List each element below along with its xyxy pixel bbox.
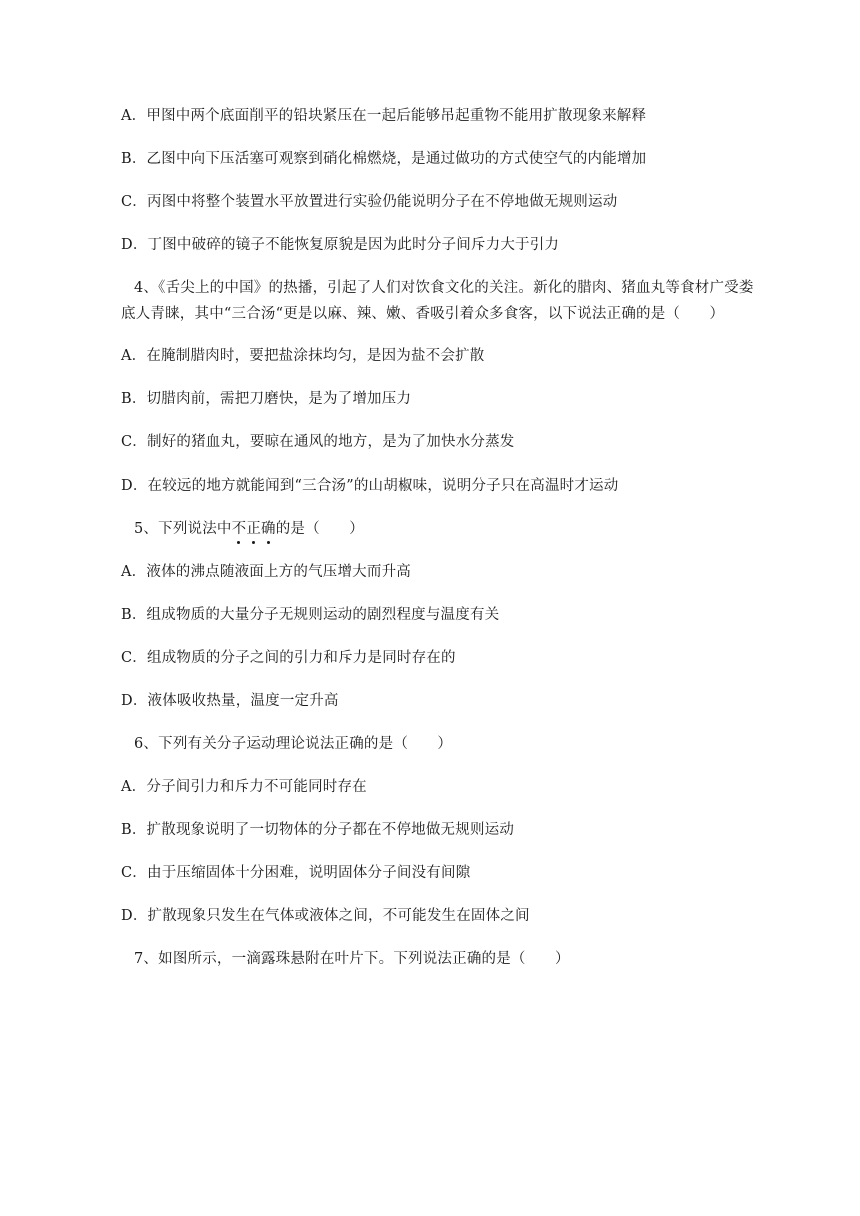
q4-option-c: C．制好的猪血丸，要晾在通风的地方，是为了加快水分蒸发: [121, 434, 515, 450]
q6-stem: 6、下列有关分子运动理论说法正确的是（ ）: [134, 736, 453, 752]
q3-option-a: A．甲图中两个底面削平的铅块紧压在一起后能够吊起重物不能用扩散现象来解释: [121, 108, 647, 124]
q3-option-d: D．丁图中破碎的镜子不能恢复原貌是因为此时分子间斥力大于引力: [121, 237, 560, 253]
q5-stem: [134, 519, 364, 539]
q4-option-b: B．切腊肉前，需把刀磨快，是为了增加压力: [121, 391, 412, 407]
q5-option-b: B．组成物质的大量分子无规则运动的剧烈程度与温度有关: [121, 607, 500, 623]
q6-option-d: D．扩散现象只发生在气体或液体之间，不可能发生在固体之间: [121, 908, 530, 924]
q5-option-a: A．液体的沸点随液面上方的气压增大而升高: [121, 564, 411, 580]
q5-emphasis-char: 不: [231, 521, 247, 537]
q4-stem-line2: 底人青睐，其中“三合汤“更是以麻、辣、嫩、香吸引着众多食客，以下说法正确的是（ ）: [121, 306, 725, 322]
q5-stem-before: 5、下列说法中: [134, 521, 232, 537]
q6-option-a: A．分子间引力和斥力不可能同时存在: [121, 779, 367, 795]
q4-option-a: A．在腌制腊肉时，要把盐涂抹均匀，是因为盐不会扩散: [121, 348, 485, 364]
q6-option-c: C．由于压缩固体十分困难，说明固体分子间没有间隙: [121, 865, 471, 881]
q5-emphasis-char: 确: [261, 521, 276, 537]
q7-stem: 7、如图所示，一滴露珠悬附在叶片下。下列说法正确的是（ ）: [134, 951, 570, 967]
q5-option-c: C．组成物质的分子之间的引力和斥力是同时存在的: [121, 650, 456, 666]
q3-option-b: B．乙图中向下压活塞可观察到硝化棉燃烧，是通过做功的方式使空气的内能增加: [121, 151, 647, 167]
q5-option-d: D．液体吸收热量，温度一定升高: [121, 693, 339, 709]
q6-option-b: B．扩散现象说明了一切物体的分子都在不停地做无规则运动: [121, 822, 515, 838]
q5-emphasis-char: 正: [246, 521, 262, 537]
q5-stem-after: 的是（ ）: [275, 521, 364, 537]
q4-stem-line1: 4、《舌尖上的中国》的热播，引起了人们对饮食文化的关注。新化的腊肉、猪血丸等食材广受娄: [134, 280, 754, 296]
q3-option-c: C．丙图中将整个装置水平放置进行实验仍能说明分子在不停地做无规则运动: [121, 194, 618, 210]
q4-option-d: D．在较远的地方就能闻到“三合汤”的山胡椒味，说明分子只在高温时才运动: [121, 478, 619, 494]
